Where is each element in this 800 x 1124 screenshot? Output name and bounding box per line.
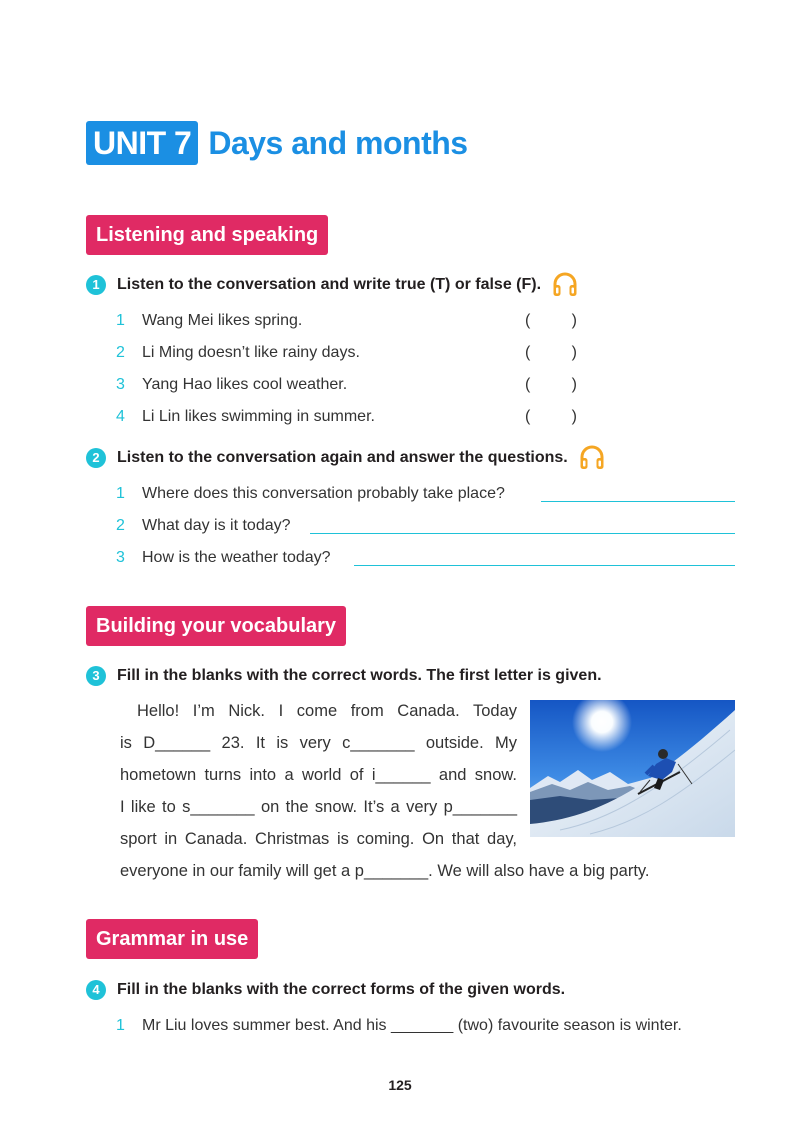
paragraph-line: is D______ 23. It is very c_______ outside. My	[120, 734, 517, 752]
exercise-instruction: Listen to the conversation again and answer the questions.	[117, 449, 568, 466]
list-item: 3 How is the weather today?	[116, 549, 331, 566]
paragraph-line: everyone in our family will get a p_______. We will also have a big party.	[120, 862, 650, 880]
answer-parentheses[interactable]: ( )	[525, 344, 577, 361]
paragraph-line: I like to s_______ on the snow. It’s a very p_______	[120, 798, 517, 816]
answer-parentheses[interactable]: ( )	[525, 312, 577, 329]
unit-badge: UNIT 7	[86, 121, 198, 165]
list-item: 3 Yang Hao likes cool weather.	[116, 376, 348, 393]
exercise-instruction: Fill in the blanks with the correct words. The first letter is given.	[117, 667, 602, 684]
exercise-number: 2	[86, 448, 106, 468]
exercise-instruction: Listen to the conversation and write true (T) or false (F).	[117, 276, 542, 293]
answer-line[interactable]	[541, 501, 735, 502]
unit-title: Days and months	[208, 124, 468, 161]
list-item: 2 Li Ming doesn’t like rainy days.	[116, 344, 360, 361]
section-grammar: Grammar in use	[86, 919, 258, 959]
list-item: 1 Wang Mei likes spring.	[116, 312, 303, 329]
list-item: 4 Li Lin likes swimming in summer.	[116, 408, 375, 425]
exercise-number: 4	[86, 980, 106, 1000]
paragraph-line: hometown turns into a world of i______ and snow.	[120, 766, 517, 784]
list-item: 2 What day is it today?	[116, 517, 291, 534]
paragraph-line: sport in Canada. Christmas is coming. On that day,	[120, 830, 517, 848]
exercise-4-heading	[86, 978, 565, 1002]
exercise-instruction: Fill in the blanks with the correct forms of the given words.	[117, 981, 566, 998]
section-listening: Listening and speaking	[86, 215, 328, 255]
exercise-number: 1	[86, 275, 106, 295]
paragraph-line: Hello! I’m Nick. I come from Canada. Today	[137, 702, 517, 720]
headphones-icon[interactable]	[578, 444, 606, 472]
skier-photo	[530, 700, 735, 837]
exercise-3-heading	[86, 664, 602, 688]
exercise-number: 3	[86, 666, 106, 686]
section-vocabulary: Building your vocabulary	[86, 606, 346, 646]
unit-header	[86, 121, 468, 165]
answer-line[interactable]	[354, 565, 735, 566]
list-item: 1 Where does this conversation probably take place?	[116, 485, 505, 502]
answer-parentheses[interactable]: ( )	[525, 376, 577, 393]
headphones-icon[interactable]	[551, 271, 579, 299]
answer-parentheses[interactable]: ( )	[525, 408, 577, 425]
exercise-1-heading	[86, 273, 579, 297]
list-item: 1 Mr Liu loves summer best. And his _______ (two) favourite season is winter.	[116, 1017, 682, 1034]
page-number: 125	[388, 1077, 412, 1093]
answer-line[interactable]	[310, 533, 735, 534]
exercise-2-heading	[86, 446, 606, 470]
